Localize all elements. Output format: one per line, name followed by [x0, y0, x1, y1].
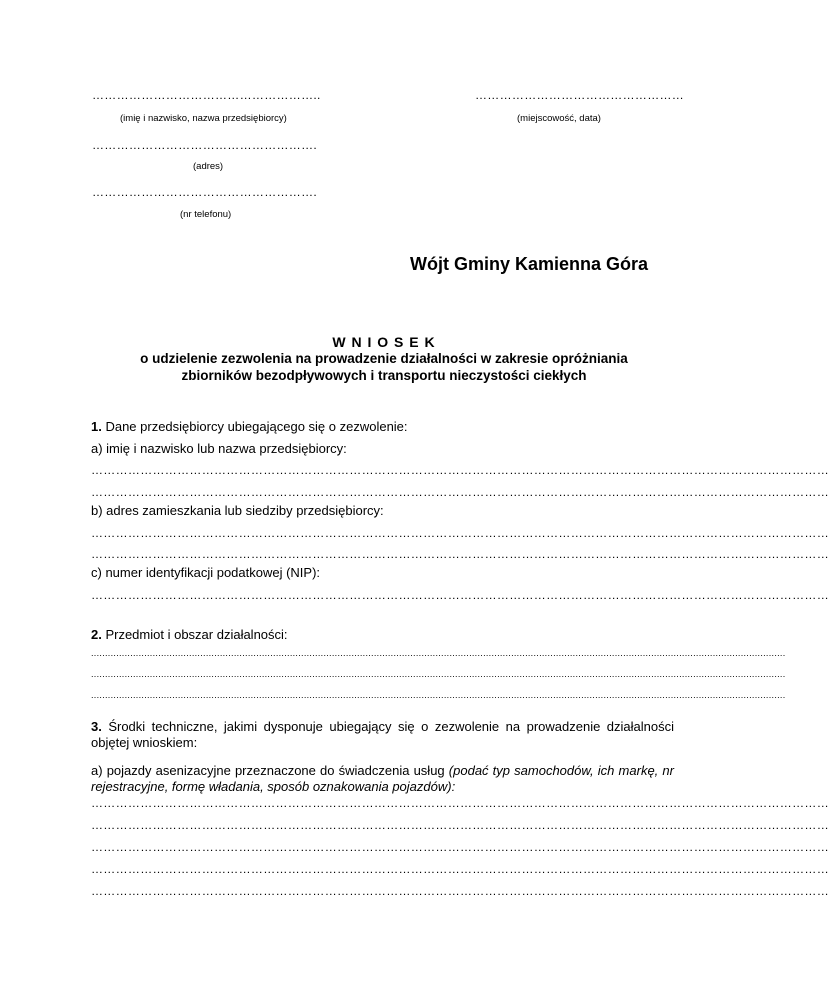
phone-label: (nr telefonu): [180, 209, 232, 220]
section2-number: 2.: [91, 627, 102, 642]
section3-a-text: a) pojazdy asenizacyjne przeznaczone do świadczenia usług: [91, 763, 449, 778]
section3-line3[interactable]: ………………………………………………………………………………………………………………………………………………………………: [91, 840, 829, 854]
section1-c-label: c) numer identyfikacji podatkowej (NIP):: [91, 565, 321, 580]
address-label: (adres): [193, 161, 224, 172]
place-date-line[interactable]: ……………………………………………: [475, 88, 685, 102]
section3-heading-text: Środki techniczne, jakimi dysponuje ubiegający się o zezwolenie na prowadzenie działalności objętej wnioskiem:: [91, 719, 674, 750]
section1-c-line[interactable]: ………………………………………………………………………………………………………………………………………………………………: [91, 588, 829, 602]
section2-heading-text: Przedmiot i obszar działalności:: [101, 627, 288, 642]
section1-b-line1[interactable]: ………………………………………………………………………………………………………………………………………………………………: [91, 526, 829, 540]
place-date-label: (miejscowość, data): [517, 113, 601, 124]
section1-heading-text: Dane przedsiębiorcy ubiegającego się o zezwolenie:: [101, 419, 408, 434]
section2-heading: [91, 627, 288, 643]
section3-a-hint: (podać typ samochodów, ich markę, nr rejestracyjne, formę władania, sposób oznakowania pojazdów):: [91, 763, 674, 794]
section3-line1[interactable]: ………………………………………………………………………………………………………………………………………………………………: [91, 796, 829, 810]
section1-heading: [91, 419, 408, 435]
section3-line5[interactable]: ………………………………………………………………………………………………………………………………………………………………: [91, 884, 829, 898]
address-line[interactable]: ……………………………………………….: [92, 138, 318, 152]
section1-number: 1.: [91, 419, 102, 434]
applicant-name-line[interactable]: ………………………………………………..: [92, 88, 321, 102]
section3-heading: [91, 719, 674, 751]
section1-b-line2[interactable]: ………………………………………………………………………………………………………………………………………………………………: [91, 547, 829, 561]
section3-number: 3.: [91, 719, 102, 734]
applicant-name-label: (imię i nazwisko, nazwa przedsiębiorcy): [120, 113, 287, 124]
section1-b-label: b) adres zamieszkania lub siedziby przedsiębiorcy:: [91, 503, 384, 518]
section3-line4[interactable]: ………………………………………………………………………………………………………………………………………………………………: [91, 862, 829, 876]
section1-a-line1[interactable]: ………………………………………………………………………………………………………………………………………………………………: [91, 463, 829, 477]
section3-line2[interactable]: ………………………………………………………………………………………………………………………………………………………………: [91, 818, 829, 832]
request-subtitle-line1: o udzielenie zezwolenia na prowadzenie działalności w zakresie opróżniania: [140, 351, 628, 366]
section2-line2[interactable]: ........................................................................................................................................................................................................................................................: [91, 669, 786, 679]
section3-a-label: [91, 763, 674, 795]
section1-a-label: a) imię i nazwisko lub nazwa przedsiębiorcy:: [91, 441, 347, 456]
request-title: W N I O S E K: [332, 334, 436, 350]
section2-line1[interactable]: ........................................................................................................................................................................................................................................................: [91, 648, 786, 658]
request-subtitle-line2: zbiorników bezodpływowych i transportu nieczystości ciekłych: [181, 368, 587, 383]
section2-line3[interactable]: ........................................................................................................................................................................................................................................................: [91, 690, 786, 700]
addressee-title: Wójt Gminy Kamienna Góra: [410, 254, 649, 274]
section1-a-line2[interactable]: ………………………………………………………………………………………………………………………………………………………………: [91, 485, 829, 499]
phone-line[interactable]: ……………………………………………….: [92, 185, 318, 199]
